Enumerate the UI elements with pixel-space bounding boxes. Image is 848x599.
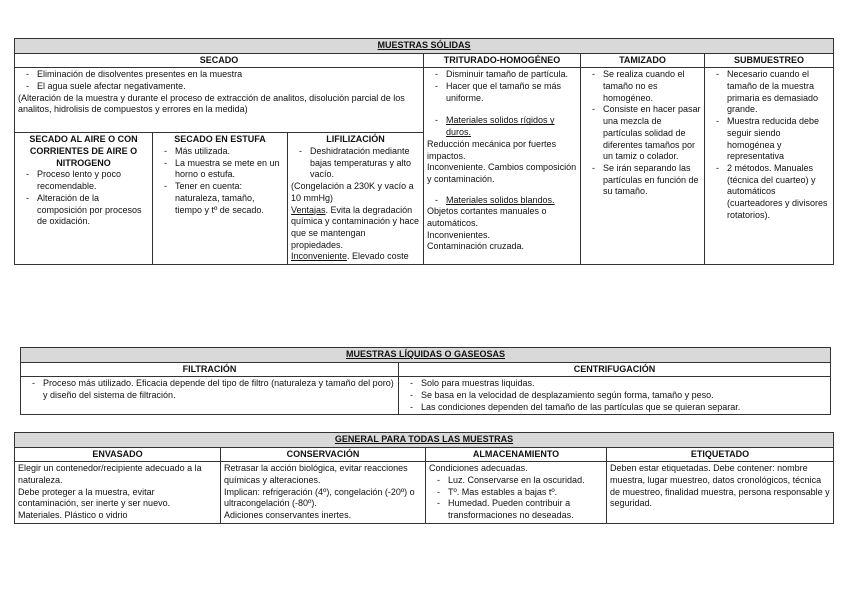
- secado-aire-item: - Proceso lento y poco recomendable.: [18, 169, 149, 192]
- triturado-item: - Disminuir tamaño de partícula.: [427, 69, 577, 81]
- tamizado-header: TAMIZADO: [581, 53, 705, 68]
- liquid-samples-title: MUESTRAS LÍQUIDAS O GASEOSAS: [21, 348, 831, 363]
- soft-materials-text: Inconvenientes.: [427, 229, 491, 240]
- secado-general-cell: [15, 68, 424, 133]
- triturado-header: TRITURADO-HOMOGÉNEO: [424, 53, 581, 68]
- centrifugacion-item: - Las condiciones dependen del tamaño de las partículas que se quieran separar.: [402, 402, 827, 414]
- almacenamiento-cell: [426, 462, 607, 523]
- inconveniente-text: . Elevado coste: [347, 251, 409, 262]
- submuestreo-item: - Muestra reducida debe seguir siendo homogénea y representativa: [708, 116, 830, 163]
- secado-note: (Alteración de la muestra y durante el proceso de extracción de analitos, disolución parcial de los analitos, hidrolisis de compuestos y errores en la medida): [18, 92, 405, 115]
- envasado-header: ENVASADO: [15, 447, 221, 462]
- etiquetado-header: ETIQUETADO: [607, 447, 834, 462]
- filtracion-cell: [21, 377, 399, 415]
- secado-aire-cell: [15, 133, 153, 265]
- centrifugacion-cell: [399, 377, 831, 415]
- rigid-materials-text: Inconveniente. Cambios composición y contaminación.: [427, 162, 577, 184]
- secado-aire-item: - Alteración de la composición por procesos de oxidación.: [18, 193, 149, 228]
- rigid-materials-text: Reducción mecánica por fuertes impactos.: [427, 138, 557, 161]
- submuestreo-item: - 2 métodos. Manuales (técnica del cuarteo) y automáticos (cuarteadores y divisores rotatorios).: [708, 163, 830, 221]
- filtracion-item: - Proceso más utilizado. Eficacia depende del tipo de filtro (naturaleza y tamaño del poro) y diseño del sistema de filtración.: [24, 378, 395, 401]
- liofilizacion-inconveniente: [291, 251, 420, 263]
- secado-estufa-cell: [153, 133, 288, 265]
- envasado-line: Debe proteger a la muestra, evitar contaminación, ser inerte y ser nuevo.: [18, 486, 171, 509]
- tamizado-item: - Se irán separando las partículas en función de su tamaño.: [584, 163, 701, 198]
- triturado-cell: [424, 68, 581, 265]
- secado-header: SECADO: [15, 53, 424, 68]
- secado-estufa-item: - Más utilizada.: [156, 146, 284, 158]
- envasado-cell: [15, 462, 221, 523]
- liquid-samples-table: [20, 347, 831, 415]
- etiquetado-text: Deben estar etiquetadas. Debe contener: nombre muestra, lugar muestreo, datos cronológicos, técnica de muestreo, finalidad muestra, persona responsable y seguridad.: [610, 463, 830, 509]
- almacenamiento-header: ALMACENAMIENTO: [426, 447, 607, 462]
- triturado-item: - Hacer que el tamaño se más uniforme.: [427, 81, 577, 104]
- centrifugacion-item: - Solo para muestras liquidas.: [402, 378, 827, 390]
- conservacion-line: Implican: refrigeración (4º), congelación (-20º) o ultracongelación (-80º).: [224, 486, 415, 509]
- conservacion-header: CONSERVACIÓN: [221, 447, 426, 462]
- conservacion-line: Adiciones conservantes inertes.: [224, 510, 352, 521]
- envasado-line: Elegir un contenedor/recipiente adecuado a la naturaleza.: [18, 463, 202, 486]
- secado-general-item: - Eliminación de disolventes presentes en la muestra: [18, 69, 420, 81]
- centrifugacion-item: - Se basa en la velocidad de desplazamiento según forma, tamaño y peso.: [402, 390, 827, 402]
- almacenamiento-item: - Luz. Conservarse en la oscuridad.: [429, 475, 603, 487]
- solid-samples-table: [14, 38, 834, 265]
- secado-estufa-item: - La muestra se mete en un horno o estufa.: [156, 158, 284, 181]
- rigid-materials-label: Materiales solidos rígidos y duros.: [446, 115, 555, 138]
- secado-estufa-header: SECADO EN ESTUFA: [174, 134, 266, 145]
- almacenamiento-item: - Humedad. Pueden contribuir a transformaciones no deseadas.: [429, 498, 603, 521]
- liofilizacion-header: LIFILIZACIÓN: [326, 134, 385, 145]
- centrifugacion-header: CENTRIFUGACIÓN: [399, 362, 831, 377]
- submuestreo-header: SUBMUESTREO: [705, 53, 834, 68]
- tamizado-item: - Consiste en hacer pasar una mezcla de partículas solidad de diferentes tamaños por un tamiz o colador.: [584, 104, 701, 162]
- almacenamiento-item: - Tº. Mas estables a bajas tº.: [429, 487, 603, 499]
- secado-aire-header: SECADO AL AIRE O CON CORRIENTES DE AIRE O NITROGENO: [29, 134, 138, 168]
- conservacion-cell: [221, 462, 426, 523]
- soft-materials-text: Contaminación cruzada.: [427, 241, 525, 252]
- secado-estufa-item: - Tener en cuenta: naturaleza, tamaño, tiempo y tº de secado.: [156, 181, 284, 216]
- filtracion-header: FILTRACIÓN: [21, 362, 399, 377]
- general-samples-table: [14, 432, 834, 524]
- ventajas-label: Ventajas: [291, 204, 326, 215]
- liofilizacion-cell: [288, 133, 424, 265]
- etiquetado-cell: [607, 462, 834, 523]
- submuestreo-cell: [705, 68, 834, 265]
- submuestreo-item: - Necesario cuando el tamaño de la muestra primaria es demasiado grande.: [708, 69, 830, 116]
- secado-general-item: - El agua suele afectar negativamente.: [18, 81, 420, 93]
- liofilizacion-congelacion: (Congelación a 230K y vacío a 10 mmHg): [291, 181, 414, 203]
- tamizado-cell: [581, 68, 705, 265]
- tamizado-item: - Se realiza cuando el tamaño no es homogéneo.: [584, 69, 701, 104]
- general-samples-title: GENERAL PARA TODAS LAS MUESTRAS: [15, 433, 834, 448]
- soft-materials-text: Objetos cortantes manuales o automáticos.: [427, 206, 547, 228]
- soft-materials-label: Materiales solidos blandos.: [446, 194, 555, 205]
- inconveniente-label: Inconveniente: [291, 251, 348, 262]
- liofilizacion-item: - Deshidratación mediante bajas temperaturas y alto vacío.: [291, 146, 420, 181]
- ventajas-text: . Evita la degradación química y contaminación y hace que se mantengan propiedades.: [291, 204, 420, 250]
- conservacion-line: Retrasar la acción biológica, evitar reacciones químicas y alteraciones.: [224, 463, 408, 486]
- envasado-line: Materiales. Plástico o vidrio: [18, 510, 128, 521]
- almacenamiento-intro: Condiciones adecuadas.: [429, 463, 528, 474]
- solid-samples-title: MUESTRAS SÓLIDAS: [15, 39, 834, 54]
- liofilizacion-ventajas: [291, 205, 420, 252]
